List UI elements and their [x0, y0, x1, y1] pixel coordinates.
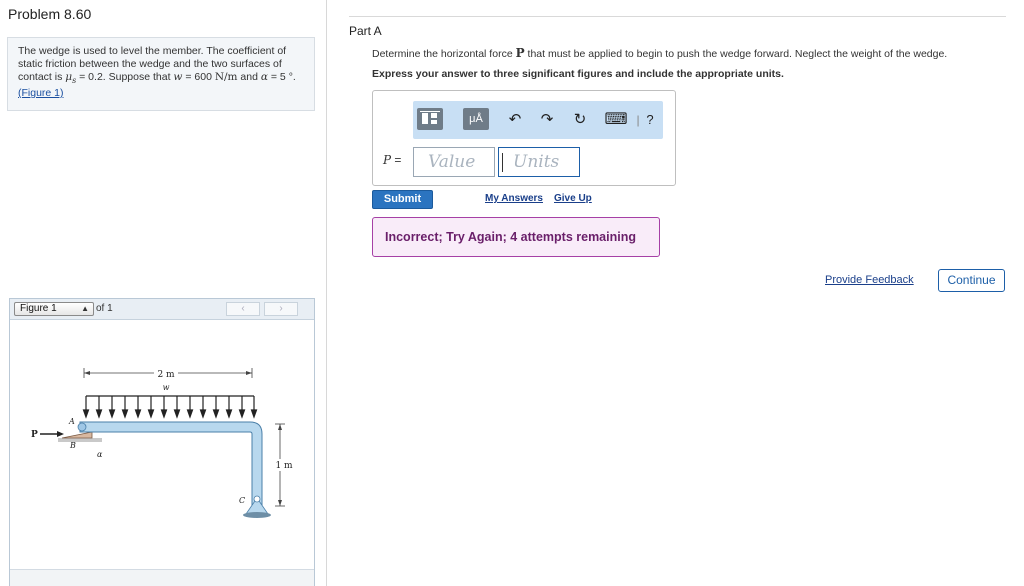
answer-eq: = — [391, 153, 402, 167]
value-input[interactable]: Value — [413, 147, 495, 177]
figure-header — [10, 299, 314, 320]
figure-panel — [9, 298, 315, 586]
wedge-diagram — [10, 320, 314, 568]
unit-nm: N/m — [214, 71, 238, 83]
figure-select[interactable] — [14, 302, 94, 316]
load-w-label: w — [162, 383, 170, 392]
give-up-link[interactable]: Give Up — [554, 193, 592, 204]
problem-panel — [0, 0, 327, 586]
problem-text-4: and — [237, 71, 261, 83]
mu-subscript: s — [72, 76, 77, 86]
prev-figure-button[interactable] — [226, 302, 260, 316]
templates-button[interactable] — [417, 108, 443, 130]
provide-feedback-link[interactable]: Provide Feedback — [825, 274, 914, 286]
reset-icon[interactable]: ↻ — [573, 111, 587, 128]
next-figure-button[interactable] — [264, 302, 298, 316]
alpha-symbol: α — [260, 71, 268, 83]
feedback-message: Incorrect; Try Again; 4 attempts remaining — [372, 217, 660, 257]
templates-icon — [417, 108, 443, 130]
chevron-left-icon: ‹ — [241, 303, 245, 314]
mu-symbol: μ — [65, 71, 73, 83]
toolbar-separator: | — [636, 113, 640, 127]
chevron-right-icon: › — [279, 303, 283, 314]
problem-text-3: = 600 — [182, 71, 215, 83]
select-arrows-icon: ▲ — [81, 304, 89, 313]
figure-image — [10, 320, 314, 568]
figure-count: of 1 — [96, 303, 113, 314]
part-title: Part A — [349, 24, 382, 38]
help-button[interactable]: ? — [646, 112, 654, 127]
support-C-base — [243, 512, 271, 518]
dimension-1m-label: 1 m — [275, 461, 293, 471]
submit-button[interactable]: Submit — [372, 190, 433, 209]
math-toolbar — [413, 101, 663, 139]
answer-box — [372, 90, 676, 186]
pin-A — [78, 423, 86, 431]
units-button[interactable] — [463, 108, 489, 130]
figure-link[interactable]: (Figure 1) — [18, 87, 64, 100]
problem-text-2: = 0.2. Suppose that — [76, 71, 174, 83]
point-A-label: A — [69, 417, 75, 426]
problem-text-5: = 5 °. — [267, 71, 296, 83]
continue-button[interactable]: Continue — [938, 269, 1005, 292]
instruction-text: Express your answer to three significant figures and include the appropriate units. — [372, 68, 784, 80]
point-C-label: C — [239, 496, 246, 505]
point-B-label: B — [70, 441, 76, 450]
units-label: μÅ — [469, 113, 483, 125]
problem-text-1: The wedge is used to level the member. The coefficient of static friction between the wedge and the two surfaces of contact is — [18, 45, 287, 83]
problem-title: Problem 8.60 — [8, 6, 92, 22]
dimension-2m-label: 2 m — [157, 370, 175, 380]
answer-var: P — [383, 153, 392, 167]
redo-icon[interactable]: ↷ — [540, 111, 554, 128]
ground — [58, 438, 102, 442]
w-symbol: w — [173, 71, 183, 83]
question-pre: Determine the horizontal force — [372, 48, 516, 60]
force-P-label: P — [31, 430, 38, 440]
question-text — [372, 46, 947, 60]
units-input[interactable]: Units — [498, 147, 580, 177]
my-answers-link[interactable]: My Answers — [485, 193, 543, 204]
distributed-load-arrows — [84, 396, 257, 417]
question-symbol: P — [515, 46, 525, 60]
figure-footer — [10, 569, 314, 586]
problem-statement — [7, 37, 315, 111]
divider — [349, 16, 1006, 17]
answer-label — [383, 153, 401, 167]
member — [80, 422, 262, 506]
figure-select-value: Figure 1 — [20, 303, 57, 314]
keyboard-icon[interactable]: ⌨ — [604, 111, 628, 128]
question-post: that must be applied to begin to push the wedge forward. Neglect the weight of the wedge. — [524, 48, 948, 60]
wedge — [62, 432, 92, 438]
undo-icon[interactable]: ↶ — [508, 111, 522, 128]
angle-label: α — [97, 450, 103, 459]
